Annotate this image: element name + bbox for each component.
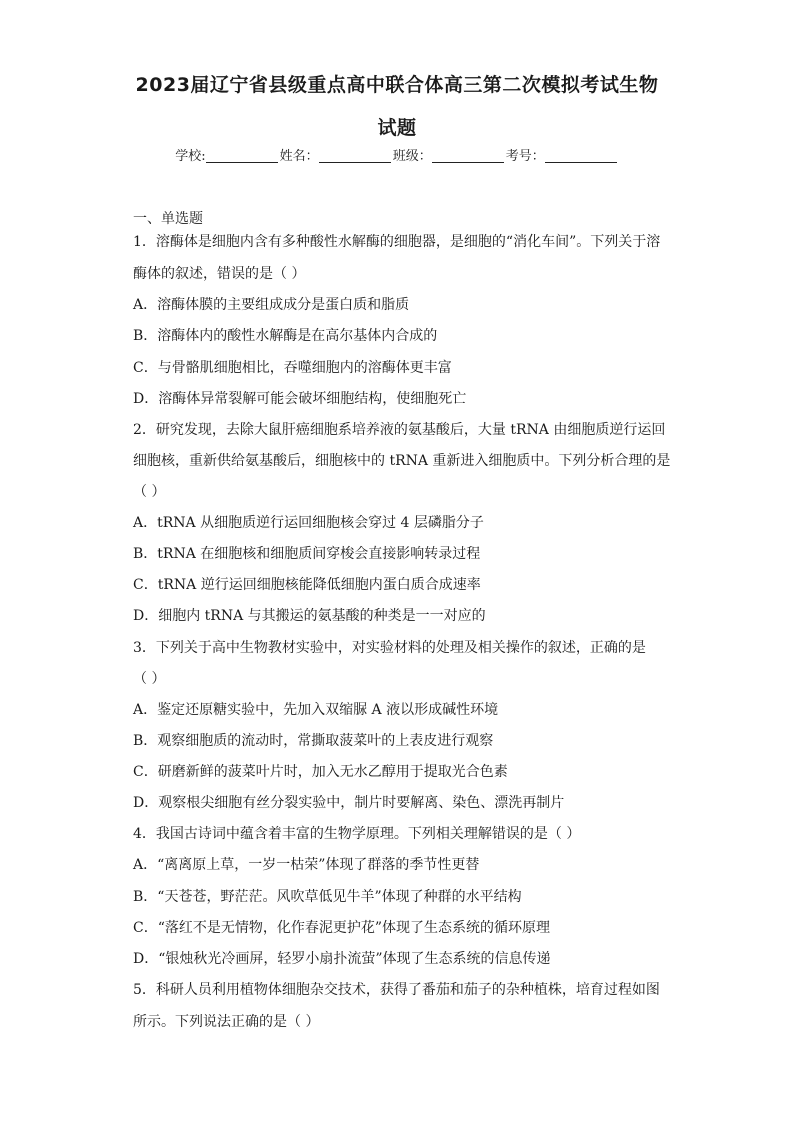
question-1-option-b: B．溶酶体内的酸性水解酶是在高尔基体内合成的 — [133, 328, 438, 344]
class-label: 班级： — [392, 149, 432, 164]
question-3-stem-line2: （ ） — [133, 671, 166, 687]
section-heading: 一、单选题 — [133, 211, 203, 227]
question-1-option-c: C．与骨骼肌细胞相比，吞噬细胞内的溶酶体更丰富 — [133, 360, 452, 376]
question-1-option-d: D．溶酶体异常裂解可能会破坏细胞结构，使细胞死亡 — [133, 391, 467, 407]
name-label: 姓名： — [279, 149, 319, 164]
question-4-option-b: B．“天苍苍，野茫茫。风吹草低见牛羊”体现了种群的水平结构 — [133, 889, 522, 905]
question-1-stem-line1: 1．溶酶体是细胞内含有多种酸性水解酶的细胞器，是细胞的“消化车间”。下列关于溶 — [133, 234, 661, 250]
question-2-stem-line3: （ ） — [133, 484, 166, 500]
exam-number-label: 考号： — [505, 149, 545, 164]
question-3-option-d: D．观察根尖细胞有丝分裂实验中，制片时要解离、染色、漂洗再制片 — [133, 795, 565, 811]
question-5-stem-line2: 所示。下列说法正确的是（ ） — [133, 1014, 320, 1030]
student-info-line — [0, 145, 794, 164]
question-3-option-b: B．观察细胞质的流动时，常撕取菠菜叶的上表皮进行观察 — [133, 733, 494, 749]
question-1-stem-line2: 酶体的叙述，错误的是（ ） — [133, 266, 306, 282]
exam-number-blank[interactable] — [545, 148, 617, 163]
question-2-option-c: C．tRNA 逆行运回细胞核能降低细胞内蛋白质合成速率 — [133, 577, 481, 593]
question-2-option-b: B．tRNA 在细胞核和细胞质间穿梭会直接影响转录过程 — [133, 546, 481, 562]
name-blank[interactable] — [319, 148, 391, 163]
question-4-option-d: D．“银烛秋光冷画屏，轻罗小扇扑流萤”体现了生态系统的信息传递 — [133, 951, 551, 967]
question-4-stem-line1: 4．我国古诗词中蕴含着丰富的生物学原理。下列相关理解错误的是（ ） — [133, 826, 581, 842]
exam-title-line2: 试题 — [377, 117, 417, 139]
question-2-option-a: A．tRNA 从细胞质逆行运回细胞核会穿过 4 层磷脂分子 — [133, 515, 484, 531]
school-label: 学校: — [175, 149, 206, 164]
question-5-stem-line1: 5．科研人员利用植物体细胞杂交技术，获得了番茄和茄子的杂种植株，培育过程如图 — [133, 982, 660, 998]
school-blank[interactable] — [206, 148, 278, 163]
question-3-option-c: C．研磨新鲜的菠菜叶片时，加入无水乙醇用于提取光合色素 — [133, 764, 508, 780]
question-3-option-a: A．鉴定还原糖实验中，先加入双缩脲 A 液以形成碱性环境 — [133, 702, 499, 718]
exam-title-line1: 2023届辽宁省县级重点高中联合体高三第二次模拟考试生物 — [135, 74, 659, 96]
class-blank[interactable] — [432, 148, 504, 163]
question-2-stem-line1: 2．研究发现，去除大鼠肝癌细胞系培养液的氨基酸后，大量 tRNA 由细胞质逆行运回 — [133, 422, 666, 438]
question-4-option-a: A．“离离原上草，一岁一枯荣”体现了群落的季节性更替 — [133, 857, 480, 873]
question-1-option-a: A．溶酶体膜的主要组成成分是蛋白质和脂质 — [133, 297, 410, 313]
question-4-option-c: C．“落红不是无情物，化作春泥更护花”体现了生态系统的循环原理 — [133, 920, 551, 936]
question-2-stem-line2: 细胞核，重新供给氨基酸后，细胞核中的 tRNA 重新进入细胞质中。下列分析合理的是 — [133, 453, 671, 469]
question-2-option-d: D．细胞内 tRNA 与其搬运的氨基酸的种类是一一对应的 — [133, 608, 486, 624]
question-3-stem-line1: 3．下列关于高中生物教材实验中，对实验材料的处理及相关操作的叙述，正确的是 — [133, 640, 646, 656]
